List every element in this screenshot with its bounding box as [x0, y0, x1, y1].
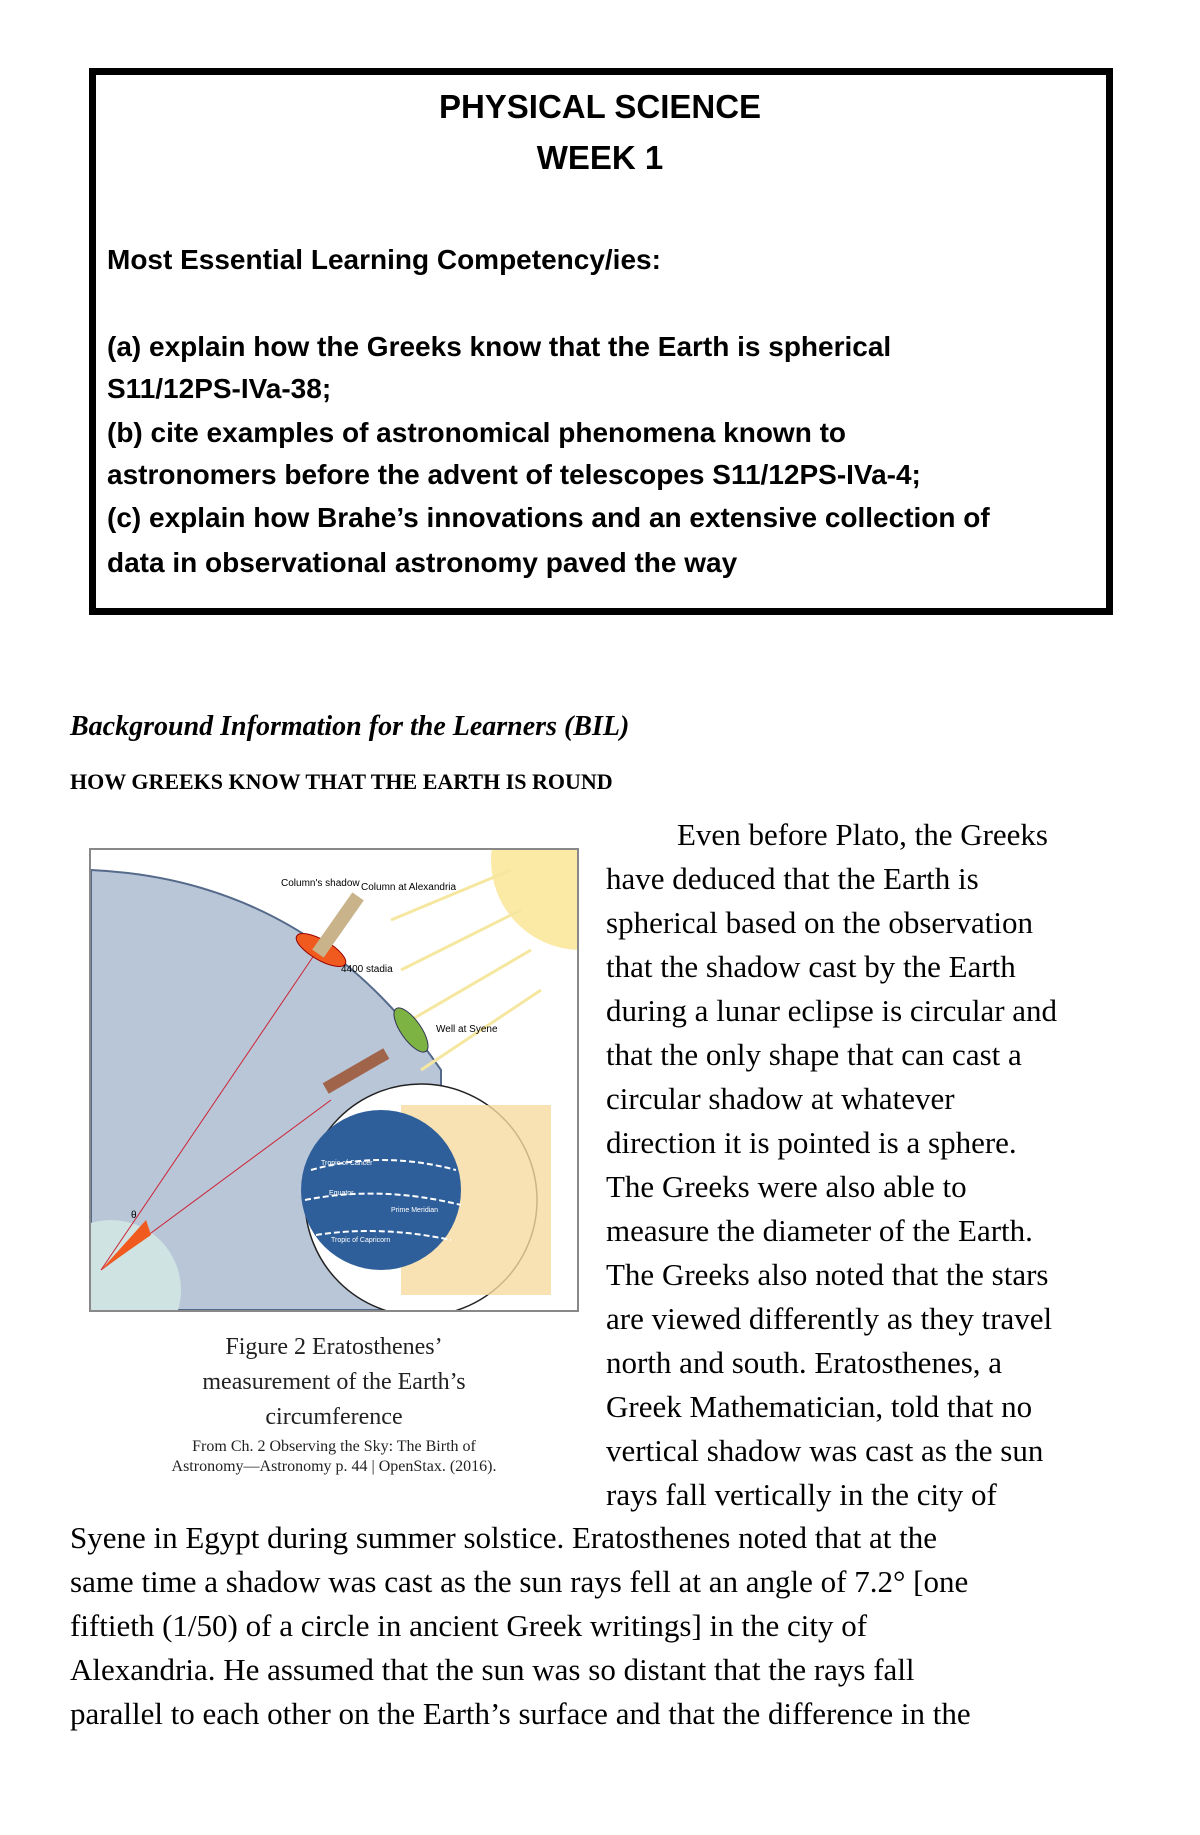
body-line: that the shadow cast by the Earth [606, 949, 1016, 984]
competency-line: astronomers before the advent of telescopes S11/12PS-IVa-4; [107, 459, 921, 490]
body-line: that the only shape that can cast a [606, 1037, 1022, 1072]
figure-source: From Ch. 2 Observing the Sky: The Birth of [192, 1438, 476, 1455]
competency-line: (a) explain how the Greeks know that the Earth is spherical [107, 331, 892, 362]
competency-line: data in observational astronomy paved the way [107, 547, 738, 578]
body-line: The Greeks also noted that the stars [606, 1257, 1049, 1292]
figure-caption: measurement of the Earth’s [202, 1369, 466, 1395]
well-label: Well at Syene [436, 1024, 498, 1035]
distance-label: 4400 stadia [341, 964, 393, 975]
body-line: direction it is pointed is a sphere. [606, 1125, 1017, 1160]
body-line: same time a shadow was cast as the sun rays fell at an angle of 7.2° [one [70, 1564, 969, 1599]
body-line: during a lunar eclipse is circular and [606, 993, 1058, 1028]
theta-label: θ [131, 1210, 137, 1221]
prime-meridian-label: Prime Meridian [391, 1207, 439, 1214]
competency-line: S11/12PS-IVa-38; [107, 373, 332, 404]
competency-line: (b) cite examples of astronomical phenomena known to [107, 417, 847, 448]
body-line: north and south. Eratosthenes, a [606, 1345, 1003, 1380]
column-alexandria-label: Column at Alexandria [361, 882, 457, 893]
body-line: rays fall vertically in the city of [606, 1477, 997, 1512]
competency-line: (c) explain how Brahe’s innovations and an extensive collection of [107, 502, 990, 533]
body-line: vertical shadow was cast as the sun [606, 1433, 1044, 1468]
body-line: fiftieth (1/50) of a circle in ancient Greek writings] in the city of [70, 1608, 868, 1643]
section-heading: HOW GREEKS KNOW THAT THE EARTH IS ROUND [70, 769, 613, 794]
figure-illustration [91, 850, 577, 1310]
body-line: measure the diameter of the Earth. [606, 1213, 1033, 1248]
body-line: parallel to each other on the Earth’s surface and that the difference in the [70, 1696, 971, 1731]
column-shadow-label: Column's shadow [281, 878, 360, 889]
body-line: Alexandria. He assumed that the sun was so distant that the rays fall [70, 1652, 915, 1687]
body-line: The Greeks were also able to [606, 1169, 967, 1204]
body-line: circular shadow at whatever [606, 1081, 955, 1116]
section-title: Background Information for the Learners (BIL) [70, 711, 630, 742]
figure-caption: Figure 2 Eratosthenes’ [225, 1334, 443, 1360]
body-line: Greek Mathematician, told that no [606, 1389, 1033, 1424]
body-line: have deduced that the Earth is [606, 861, 979, 896]
figure-source: Astronomy—Astronomy p. 44 | OpenStax. (2016). [171, 1458, 497, 1475]
figure-caption: circumference [265, 1404, 403, 1430]
competency-heading: Most Essential Learning Competency/ies: [107, 244, 661, 275]
body-line: Syene in Egypt during summer solstice. Eratosthenes noted that at the [70, 1520, 937, 1555]
equator-label: Equator [329, 1190, 354, 1197]
body-line: spherical based on the observation [606, 905, 1033, 940]
tropic-capricorn-label: Tropic of Capricorn [331, 1237, 391, 1244]
page-title: PHYSICAL SCIENCE [438, 88, 762, 125]
eratosthenes-figure [89, 848, 579, 1312]
tropic-cancer-label: Tropic of Cancer [321, 1160, 373, 1167]
body-line: are viewed differently as they travel [606, 1301, 1053, 1336]
week-label: WEEK 1 [536, 139, 664, 176]
body-line: Even before Plato, the Greeks [677, 817, 1049, 852]
